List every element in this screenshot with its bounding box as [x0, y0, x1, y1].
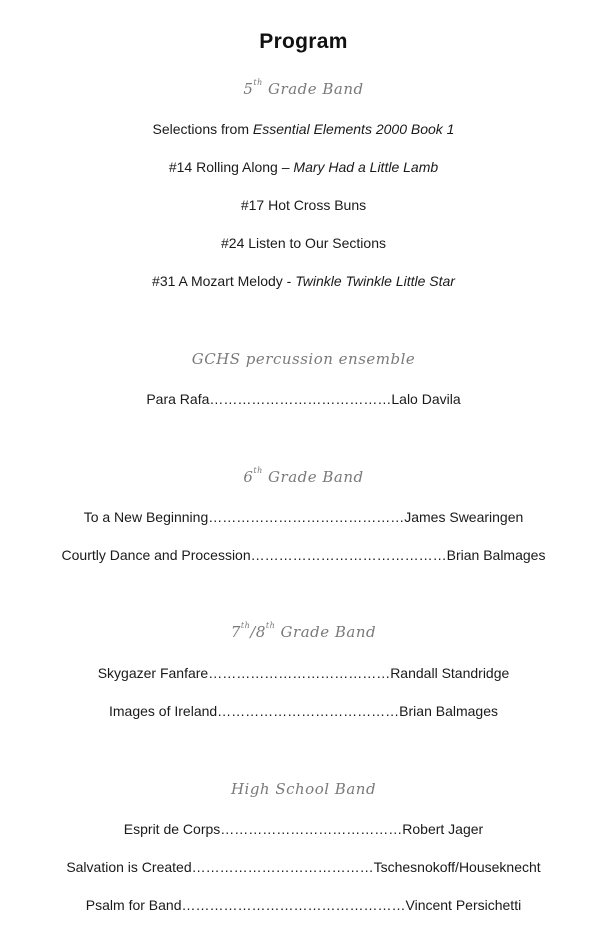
program-item: #17 Hot Cross Buns [240, 197, 367, 213]
program-item: #24 Listen to Our Sections [221, 235, 386, 251]
program-item: Skygazer Fanfare…………………………………Randall Standridge [97, 665, 510, 681]
program-item: #31 A Mozart Melody - Twinkle Twinkle Little Star [152, 273, 455, 289]
program-item: Esprit de Corps…………………………………Robert Jager [123, 821, 484, 837]
program-item: Selections from Essential Elements 2000 Book 1 [152, 121, 455, 137]
program-item: Para Rafa…………………………………Lalo Davila [146, 391, 461, 407]
section-heading-high-school-band: High School Band [230, 780, 377, 798]
program-item: To a New Beginning……………………………………James Swearingen [83, 509, 524, 525]
section-heading-percussion-ensemble: GCHS percussion ensemble [191, 350, 416, 368]
program-item: Courtly Dance and Procession……………………………………Brian Balmages [61, 547, 546, 563]
section-heading-7th-8th-grade-band: 7th/8th Grade Band [230, 621, 377, 641]
program-item: Salvation is Created…………………………………Tschesnokoff/Houseknecht [66, 859, 541, 875]
section-heading-6th-grade-band: 6th Grade Band [243, 466, 364, 486]
program-title: Program [259, 30, 348, 53]
program-item: Images of Ireland…………………………………Brian Balmages [109, 703, 498, 719]
program-item: Psalm for Band…………………………………………Vincent Persichetti [85, 897, 522, 913]
program-item: #14 Rolling Along – Mary Had a Little Lamb [168, 159, 439, 175]
section-heading-5th-grade-band: 5th Grade Band [243, 78, 364, 98]
